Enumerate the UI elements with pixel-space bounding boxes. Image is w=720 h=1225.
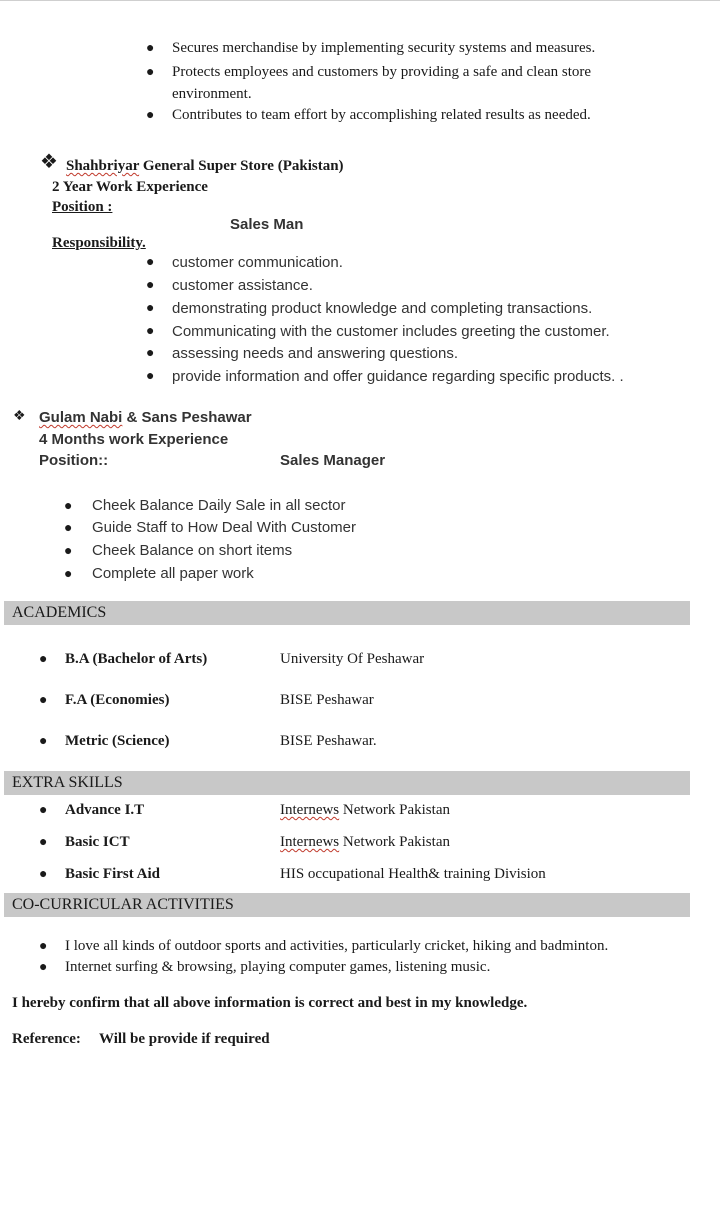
top-divider [0,0,720,1]
section-heading: ACADEMICS [12,604,107,621]
list-item: Cheek Balance Daily Sale in all sector [92,497,346,514]
bullet-icon: ● [39,734,48,749]
bullet-icon: ● [64,499,73,514]
bullet-icon: ● [39,939,48,954]
bullet-icon: ● [146,369,155,384]
co-curricular-heading-band [4,893,690,917]
list-item: provide information and offer guidance regarding specific products. . [172,368,624,385]
bullet-icon: ● [146,324,155,339]
bullet-icon: ● [64,567,73,582]
responsibility-label: Responsibility. [52,235,146,251]
position-label: Position : [52,199,113,215]
bullet-icon: ● [146,255,155,270]
bullet-icon: ● [146,301,155,316]
reference-label: Reference: [12,1031,81,1047]
employer-title [39,409,252,426]
list-item: I love all kinds of outdoor sports and activities, particularly cricket, hiking and badminton. [65,938,609,954]
list-item: Internet surfing & browsing, playing computer games, listening music. [65,959,491,975]
list-item: demonstrating product knowledge and completing transactions. [172,300,593,317]
degree: F.A (Economies) [65,692,170,708]
list-item: Secures merchandise by implementing security systems and measures. [172,40,596,56]
list-item-continuation: environment. [172,86,252,102]
position-value: Sales Man [230,216,304,233]
bullet-icon: ● [39,960,48,975]
section-heading: CO-CURRICULAR ACTIVITIES [12,896,234,913]
employer-name: Shahbriyar [66,158,140,174]
declaration-text: I hereby confirm that all above information is correct and best in my knowledge. [12,995,528,1011]
bullet-icon: ● [146,108,155,123]
provider [280,834,450,851]
institution: BISE Peshawar [280,692,374,708]
provider-name: Internews [280,834,340,850]
list-item: Protects employees and customers by providing a safe and clean store [172,64,592,80]
provider-rest: Network Pakistan [339,802,450,818]
skill: Advance I.T [65,802,145,818]
list-item: Cheek Balance on short items [92,542,293,559]
list-item: Guide Staff to How Deal With Customer [92,519,356,536]
list-item: customer assistance. [172,277,313,294]
bullet-icon: ● [146,278,155,293]
bullet-icon: ● [39,652,48,667]
bullet-icon: ● [39,803,48,818]
degree: Metric (Science) [65,733,170,749]
institution: BISE Peshawar. [280,733,377,749]
provider-rest: HIS occupational Health& training Division [280,866,546,882]
list-item: customer communication. [172,254,343,271]
degree: B.A (Bachelor of Arts) [65,651,208,667]
skill: Basic First Aid [65,866,161,882]
employer-title [66,158,344,175]
experience-text: 4 Months work Experience [39,431,229,448]
position-label: Position:: [39,452,109,469]
academics-heading-band [4,601,690,625]
institution: University Of Peshawar [280,651,425,667]
employer-rest: & Sans Peshawar [122,409,252,426]
list-item: Communicating with the customer includes greeting the customer. [172,323,610,340]
bullet-icon: ● [64,544,73,559]
employer-rest: General Super Store (Pakistan) [139,158,344,174]
experience-text: 2 Year Work Experience [52,179,208,195]
bullet-icon: ● [146,41,155,56]
provider-name: Internews [280,802,340,818]
reference-value: Will be provide if required [99,1031,270,1047]
bullet-icon: ● [146,65,155,80]
section-heading: EXTRA SKILLS [12,774,123,791]
bullet-icon: ● [39,693,48,708]
bullet-icon: ● [64,521,73,536]
list-item: assessing needs and answering questions. [172,345,459,362]
list-item: Complete all paper work [92,565,254,582]
provider-rest: Network Pakistan [339,834,450,850]
employer-name: Gulam Nabi [39,409,123,426]
provider [280,802,450,819]
four-diamond-bullet-icon: ❖ [13,409,26,424]
list-item: Contributes to team effort by accomplishing related results as needed. [172,107,591,123]
bullet-icon: ● [39,867,48,882]
skill: Basic ICT [65,834,130,850]
four-diamond-bullet-icon: ❖ [40,151,58,173]
bullet-icon: ● [146,346,155,361]
provider [280,866,546,883]
bullet-icon: ● [39,835,48,850]
position-value: Sales Manager [280,452,386,469]
extra-skills-heading-band [4,771,690,795]
